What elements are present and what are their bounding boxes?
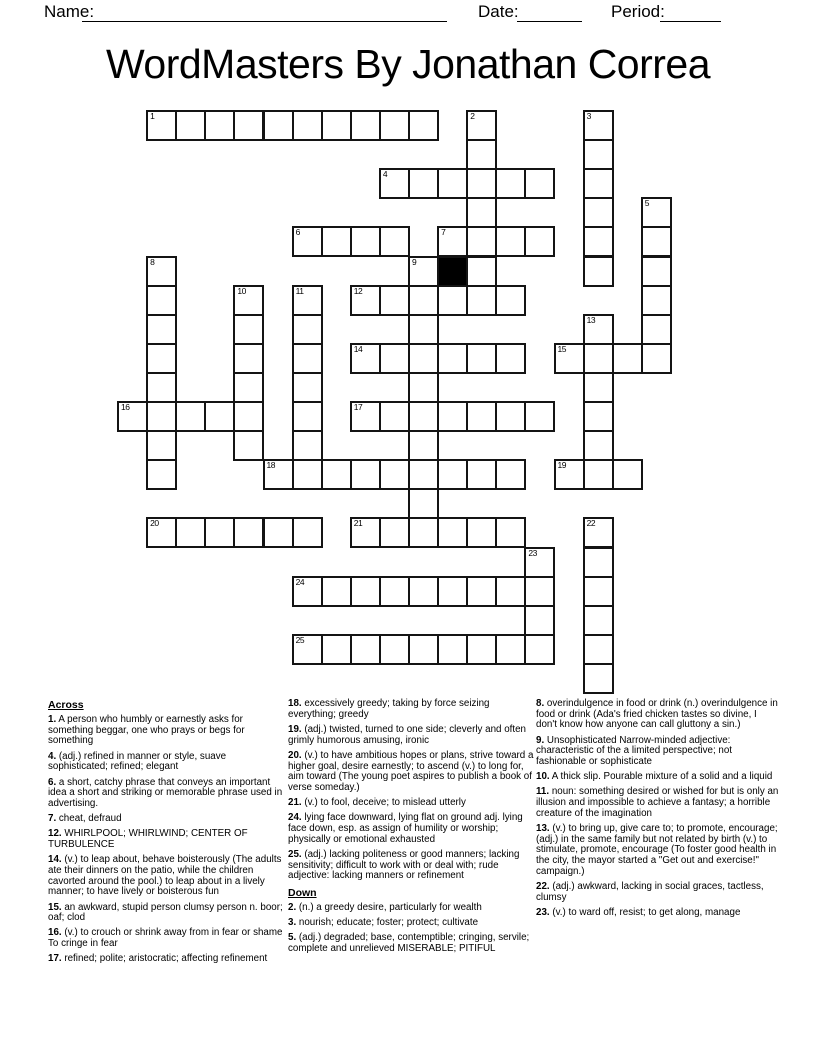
cell-number: 7 bbox=[441, 227, 446, 238]
grid-cell[interactable] bbox=[466, 226, 497, 257]
grid-cell[interactable] bbox=[524, 576, 555, 607]
cell-number: 21 bbox=[353, 518, 363, 529]
cell-number: 8 bbox=[150, 256, 155, 267]
clue-item-2: 2. (n.) a greedy desire, particularly for wealth bbox=[288, 901, 482, 913]
grid-cell[interactable] bbox=[175, 517, 206, 548]
grid-cell[interactable] bbox=[495, 168, 526, 199]
grid-cell[interactable] bbox=[408, 256, 439, 287]
grid-cell[interactable] bbox=[583, 459, 614, 490]
clue-number: 18. bbox=[288, 698, 302, 709]
grid-cell[interactable] bbox=[292, 517, 323, 548]
clue-number: 16. bbox=[48, 927, 62, 939]
grid-cell[interactable] bbox=[524, 547, 555, 578]
clue-item-13: 13. (v.) to bring up, give care to; to promote, encourage; (adj.) in the same family but not related by birth (v.) to stimulate, promote, encourage (To foster good health in the city, the mayor started a "Get out and exercise!" campaign.) bbox=[536, 823, 778, 877]
grid-cell[interactable] bbox=[321, 634, 352, 665]
clue-section-header-down: Down bbox=[288, 886, 317, 899]
grid-cell[interactable] bbox=[379, 343, 410, 374]
clue-number: 25. bbox=[288, 848, 302, 860]
clue-number: 7. bbox=[48, 813, 57, 825]
grid-cell[interactable] bbox=[408, 401, 439, 432]
grid-cell[interactable] bbox=[466, 285, 497, 316]
date-blank-line[interactable] bbox=[517, 21, 582, 22]
grid-cell[interactable] bbox=[408, 517, 439, 548]
grid-cell[interactable] bbox=[495, 634, 526, 665]
grid-cell[interactable] bbox=[117, 401, 148, 432]
name-label: Name: bbox=[44, 2, 95, 21]
grid-cell[interactable] bbox=[583, 197, 614, 228]
cell-number: 18 bbox=[266, 460, 275, 471]
clue-number: 20. bbox=[288, 749, 302, 761]
clue-number: 17. bbox=[48, 953, 62, 965]
grid-cell[interactable] bbox=[583, 517, 614, 548]
grid-cell[interactable] bbox=[146, 517, 177, 548]
grid-cell[interactable] bbox=[437, 576, 468, 607]
grid-cell[interactable] bbox=[524, 605, 555, 636]
grid-cell[interactable] bbox=[350, 226, 381, 257]
clue-number: 23. bbox=[536, 906, 550, 918]
grid-cell[interactable] bbox=[233, 372, 264, 403]
clue-item-7: 7. cheat, defraud bbox=[48, 813, 122, 825]
grid-cell[interactable] bbox=[233, 517, 264, 548]
clue-item-9: 9. Unsophisticated Narrow-minded adjective: characteristic of the a limited perspective; not fashionable or sophisticate bbox=[536, 734, 733, 768]
clue-item-19: 19. (adj.) twisted, turned to one side; cleverly and often grimly humorous amusing, ironic bbox=[288, 723, 526, 746]
clue-number: 3. bbox=[288, 916, 297, 928]
grid-cell[interactable] bbox=[146, 343, 177, 374]
grid-cell[interactable] bbox=[379, 168, 410, 199]
grid-cell[interactable] bbox=[466, 517, 497, 548]
grid-cell[interactable] bbox=[292, 459, 323, 490]
clue-number: 19. bbox=[288, 723, 302, 735]
grid-cell[interactable] bbox=[321, 226, 352, 257]
grid-cell[interactable] bbox=[641, 256, 672, 287]
grid-cell[interactable] bbox=[466, 576, 497, 607]
grid-cell[interactable] bbox=[583, 401, 614, 432]
grid-cell[interactable] bbox=[583, 256, 614, 287]
grid-cell[interactable] bbox=[583, 634, 614, 665]
clue-item-25: 25. (adj.) lacking politeness or good manners; lacking sensitivity; difficult to work with or deal with; rude adjective: lacking manners or refinement bbox=[288, 848, 520, 882]
grid-cell[interactable] bbox=[350, 343, 381, 374]
clue-item-14: 14. (v.) to leap about, behave boisterously (The adults ate their dinners on the patio, while the children cavorted around the pool.) to leap about in a lively manner; to have lively or boisterous fun bbox=[48, 854, 282, 898]
cell-number: 13 bbox=[586, 314, 596, 325]
grid-cell[interactable] bbox=[204, 401, 235, 432]
grid-cell[interactable] bbox=[350, 285, 381, 316]
cell-number: 9 bbox=[412, 256, 417, 267]
grid-cell[interactable] bbox=[379, 576, 410, 607]
clue-item-10: 10. A thick slip. Pourable mixture of a solid and a liquid bbox=[536, 771, 773, 783]
grid-cell[interactable] bbox=[408, 314, 439, 345]
grid-cell[interactable] bbox=[408, 459, 439, 490]
grid-cell[interactable] bbox=[466, 401, 497, 432]
clue-item-17: 17. refined; polite; aristocratic; affecting refinement bbox=[48, 953, 268, 965]
clue-number: 24. bbox=[288, 812, 302, 824]
grid-cell[interactable] bbox=[524, 226, 555, 257]
grid-cell[interactable] bbox=[437, 517, 468, 548]
clue-number: 15. bbox=[48, 901, 62, 913]
grid-cell[interactable] bbox=[437, 459, 468, 490]
grid-cell[interactable] bbox=[146, 459, 177, 490]
cell-number: 22 bbox=[586, 518, 596, 529]
grid-cell[interactable] bbox=[146, 110, 177, 141]
name-blank-line[interactable] bbox=[82, 21, 447, 22]
clue-item-11: 11. noun: something desired or wished for but is only an illusion and impossible to achieve a fantasy; a horrible creature of the imagination bbox=[536, 786, 779, 819]
clue-item-24: 24. lying face downward, lying flat on ground adj. lying face down, esp. as assign of humility or worship; physically or emotional exhausted bbox=[288, 812, 523, 845]
grid-cell[interactable] bbox=[292, 430, 323, 461]
grid-cell[interactable] bbox=[321, 110, 352, 141]
clue-item-23: 23. (v.) to ward off, resist; to get along, manage bbox=[536, 906, 741, 918]
grid-cell[interactable] bbox=[292, 285, 323, 316]
grid-cell[interactable] bbox=[466, 459, 497, 490]
clue-number: 9. bbox=[536, 734, 545, 746]
grid-cell[interactable] bbox=[466, 343, 497, 374]
grid-cell[interactable] bbox=[554, 459, 585, 490]
grid-cell[interactable] bbox=[641, 314, 672, 345]
grid-cell[interactable] bbox=[583, 430, 614, 461]
grid-cell[interactable] bbox=[466, 256, 497, 287]
grid-cell[interactable] bbox=[583, 547, 614, 578]
grid-cell[interactable] bbox=[379, 459, 410, 490]
grid-cell[interactable] bbox=[292, 401, 323, 432]
grid-cell[interactable] bbox=[495, 401, 526, 432]
clue-item-8: 8. overindulgence in food or drink (n.) overindulgence in food or drink (Ada's fried chicken tastes so divine, I don't know how anyone can call gluttony a sin.) bbox=[536, 698, 778, 731]
clue-number: 10. bbox=[536, 771, 550, 783]
cell-number: 19 bbox=[557, 460, 566, 471]
grid-cell[interactable] bbox=[437, 226, 468, 257]
grid-cell[interactable] bbox=[554, 343, 585, 374]
grid-cell[interactable] bbox=[263, 459, 294, 490]
grid-cell[interactable] bbox=[379, 517, 410, 548]
grid-cell[interactable] bbox=[175, 401, 206, 432]
grid-cell[interactable] bbox=[583, 168, 614, 199]
grid-cell[interactable] bbox=[408, 430, 439, 461]
grid-cell[interactable] bbox=[437, 401, 468, 432]
grid-cell[interactable] bbox=[437, 168, 468, 199]
grid-cell[interactable] bbox=[350, 401, 381, 432]
clue-number: 6. bbox=[48, 776, 57, 788]
grid-cell[interactable] bbox=[437, 285, 468, 316]
grid-cell[interactable] bbox=[583, 663, 614, 694]
clue-number: 12. bbox=[48, 828, 62, 840]
cell-number: 10 bbox=[237, 285, 246, 296]
clue-number: 14. bbox=[48, 854, 62, 866]
grid-cell[interactable] bbox=[379, 110, 410, 141]
clue-item-12: 12. WHIRLPOOL; WHIRLWIND; CENTER OF TURBULENCE bbox=[48, 828, 248, 851]
crossword-grid bbox=[117, 110, 672, 694]
grid-cell[interactable] bbox=[350, 459, 381, 490]
grid-cell[interactable] bbox=[379, 401, 410, 432]
grid-cell[interactable] bbox=[583, 314, 614, 345]
grid-cell[interactable] bbox=[408, 576, 439, 607]
grid-cell[interactable] bbox=[583, 576, 614, 607]
grid-cell[interactable] bbox=[583, 226, 614, 257]
grid-cell[interactable] bbox=[641, 285, 672, 316]
grid-cell[interactable] bbox=[350, 634, 381, 665]
grid-cell[interactable] bbox=[146, 401, 177, 432]
grid-cell[interactable] bbox=[524, 401, 555, 432]
clue-number: 4. bbox=[48, 750, 57, 762]
grid-cell[interactable] bbox=[233, 343, 264, 374]
grid-cell[interactable] bbox=[146, 256, 177, 287]
grid-cell[interactable] bbox=[641, 197, 672, 228]
clue-column-2 bbox=[288, 699, 534, 959]
clue-item-22: 22. (adj.) awkward, lacking in social graces, tactless, clumsy bbox=[536, 881, 764, 903]
grid-cell[interactable] bbox=[466, 168, 497, 199]
cell-number: 23 bbox=[528, 547, 537, 558]
grid-cell[interactable] bbox=[466, 634, 497, 665]
grid-cell[interactable] bbox=[583, 605, 614, 636]
grid-cell[interactable] bbox=[641, 226, 672, 257]
grid-cell[interactable] bbox=[612, 459, 643, 490]
clue-column-1 bbox=[48, 699, 284, 970]
grid-cell[interactable] bbox=[408, 488, 439, 519]
clue-number: 8. bbox=[536, 698, 545, 709]
cell-number: 24 bbox=[295, 576, 305, 587]
blocked-cell bbox=[437, 256, 468, 287]
clue-number: 11. bbox=[536, 786, 550, 798]
grid-cell[interactable] bbox=[583, 110, 614, 141]
grid-cell[interactable] bbox=[408, 343, 439, 374]
clue-item-1: 1. A person who humbly or earnestly asks for something beggar, one who prays or begs for something bbox=[48, 714, 245, 747]
grid-cell[interactable] bbox=[146, 372, 177, 403]
grid-cell[interactable] bbox=[495, 459, 526, 490]
grid-cell[interactable] bbox=[612, 343, 643, 374]
cell-number: 16 bbox=[121, 402, 130, 412]
grid-cell[interactable] bbox=[204, 110, 235, 141]
grid-cell[interactable] bbox=[321, 576, 352, 607]
clue-item-3: 3. nourish; educate; foster; protect; cultivate bbox=[288, 916, 479, 928]
cell-number: 17 bbox=[353, 402, 363, 412]
grid-cell[interactable] bbox=[204, 517, 235, 548]
clue-item-15: 15. an awkward, stupid person clumsy person n. boor; oaf; clod bbox=[48, 901, 283, 924]
grid-cell[interactable] bbox=[408, 634, 439, 665]
clue-item-18: 18. excessively greedy; taking by force seizing everything; greedy bbox=[288, 698, 490, 720]
grid-cell[interactable] bbox=[233, 285, 264, 316]
cell-number: 25 bbox=[295, 634, 305, 645]
grid-cell[interactable] bbox=[408, 110, 439, 141]
grid-cell[interactable] bbox=[466, 139, 497, 170]
grid-cell[interactable] bbox=[495, 226, 526, 257]
grid-cell[interactable] bbox=[583, 372, 614, 403]
clue-item-4: 4. (adj.) refined in manner or style, suave sophisticated; refined; elegant bbox=[48, 750, 227, 773]
grid-cell[interactable] bbox=[233, 314, 264, 345]
grid-cell[interactable] bbox=[408, 285, 439, 316]
grid-cell[interactable] bbox=[350, 110, 381, 141]
grid-cell[interactable] bbox=[641, 343, 672, 374]
clue-item-6: 6. a short, catchy phrase that conveys an important idea a short and striking or memorable phrase used in advertising. bbox=[48, 776, 283, 809]
clue-item-5: 5. (adj.) degraded; base, contemptible; cringing, servile; complete and unrelieved MISERABLE; PITIFUL bbox=[288, 931, 530, 954]
puzzle-title: WordMasters By Jonathan Correa bbox=[105, 41, 711, 87]
clue-number: 13. bbox=[536, 823, 550, 835]
grid-cell[interactable] bbox=[146, 430, 177, 461]
clue-item-21: 21. (v.) to fool, deceive; to mislead utterly bbox=[288, 797, 466, 809]
grid-cell[interactable] bbox=[321, 459, 352, 490]
grid-cell[interactable] bbox=[175, 110, 206, 141]
grid-cell[interactable] bbox=[292, 110, 323, 141]
clue-section-header-across: Across bbox=[48, 699, 84, 711]
grid-cell[interactable] bbox=[408, 168, 439, 199]
grid-cell[interactable] bbox=[146, 314, 177, 345]
grid-cell[interactable] bbox=[379, 634, 410, 665]
cell-number: 4 bbox=[382, 169, 388, 180]
grid-cell[interactable] bbox=[233, 401, 264, 432]
grid-cell[interactable] bbox=[583, 343, 614, 374]
cell-number: 5 bbox=[644, 198, 650, 209]
cell-number: 2 bbox=[470, 111, 475, 121]
grid-cell[interactable] bbox=[495, 343, 526, 374]
grid-cell[interactable] bbox=[495, 285, 526, 316]
clue-number: 22. bbox=[536, 881, 550, 893]
cell-number: 20 bbox=[150, 518, 159, 529]
period-blank-line[interactable] bbox=[660, 21, 721, 22]
grid-cell[interactable] bbox=[292, 314, 323, 345]
date-label: Date: bbox=[478, 2, 519, 21]
clue-number: 2. bbox=[288, 901, 297, 913]
cell-number: 15 bbox=[557, 343, 566, 354]
cell-number: 11 bbox=[295, 285, 304, 296]
grid-cell[interactable] bbox=[437, 634, 468, 665]
grid-cell[interactable] bbox=[583, 139, 614, 170]
grid-cell[interactable] bbox=[350, 517, 381, 548]
grid-cell[interactable] bbox=[379, 285, 410, 316]
clue-item-16: 16. (v.) to crouch or shrink away from in fear or shame To cringe in fear bbox=[48, 927, 283, 950]
period-label: Period: bbox=[611, 2, 665, 21]
grid-cell[interactable] bbox=[495, 576, 526, 607]
cell-number: 12 bbox=[353, 285, 363, 296]
grid-cell[interactable] bbox=[379, 226, 410, 257]
grid-cell[interactable] bbox=[146, 285, 177, 316]
clue-item-20: 20. (v.) to have ambitious hopes or plans, strive toward a higher goal, desire earnestly; to ascend (v.) to long for, aim toward (The young poet aspires to publish a book of verse someday.) bbox=[288, 749, 534, 793]
grid-cell[interactable] bbox=[292, 634, 323, 665]
grid-cell[interactable] bbox=[350, 576, 381, 607]
cell-number: 6 bbox=[295, 227, 300, 238]
grid-cell[interactable] bbox=[466, 197, 497, 228]
grid-cell[interactable] bbox=[524, 634, 555, 665]
clue-number: 5. bbox=[288, 931, 297, 943]
grid-cell[interactable] bbox=[495, 517, 526, 548]
grid-cell[interactable] bbox=[524, 168, 555, 199]
grid-cell[interactable] bbox=[292, 343, 323, 374]
clue-column-3 bbox=[536, 699, 780, 923]
clue-number: 21. bbox=[288, 797, 302, 809]
grid-cell[interactable] bbox=[263, 517, 294, 548]
grid-cell[interactable] bbox=[263, 110, 294, 141]
grid-cell[interactable] bbox=[233, 430, 264, 461]
grid-cell[interactable] bbox=[437, 343, 468, 374]
grid-cell[interactable] bbox=[292, 372, 323, 403]
grid-cell[interactable] bbox=[233, 110, 264, 141]
grid-cell[interactable] bbox=[292, 576, 323, 607]
grid-cell[interactable] bbox=[292, 226, 323, 257]
clue-number: 1. bbox=[48, 714, 57, 725]
grid-cell[interactable] bbox=[466, 110, 497, 141]
cell-number: 3 bbox=[586, 111, 591, 121]
grid-cell[interactable] bbox=[408, 372, 439, 403]
cell-number: 14 bbox=[353, 343, 363, 354]
cell-number: 1 bbox=[150, 111, 155, 121]
